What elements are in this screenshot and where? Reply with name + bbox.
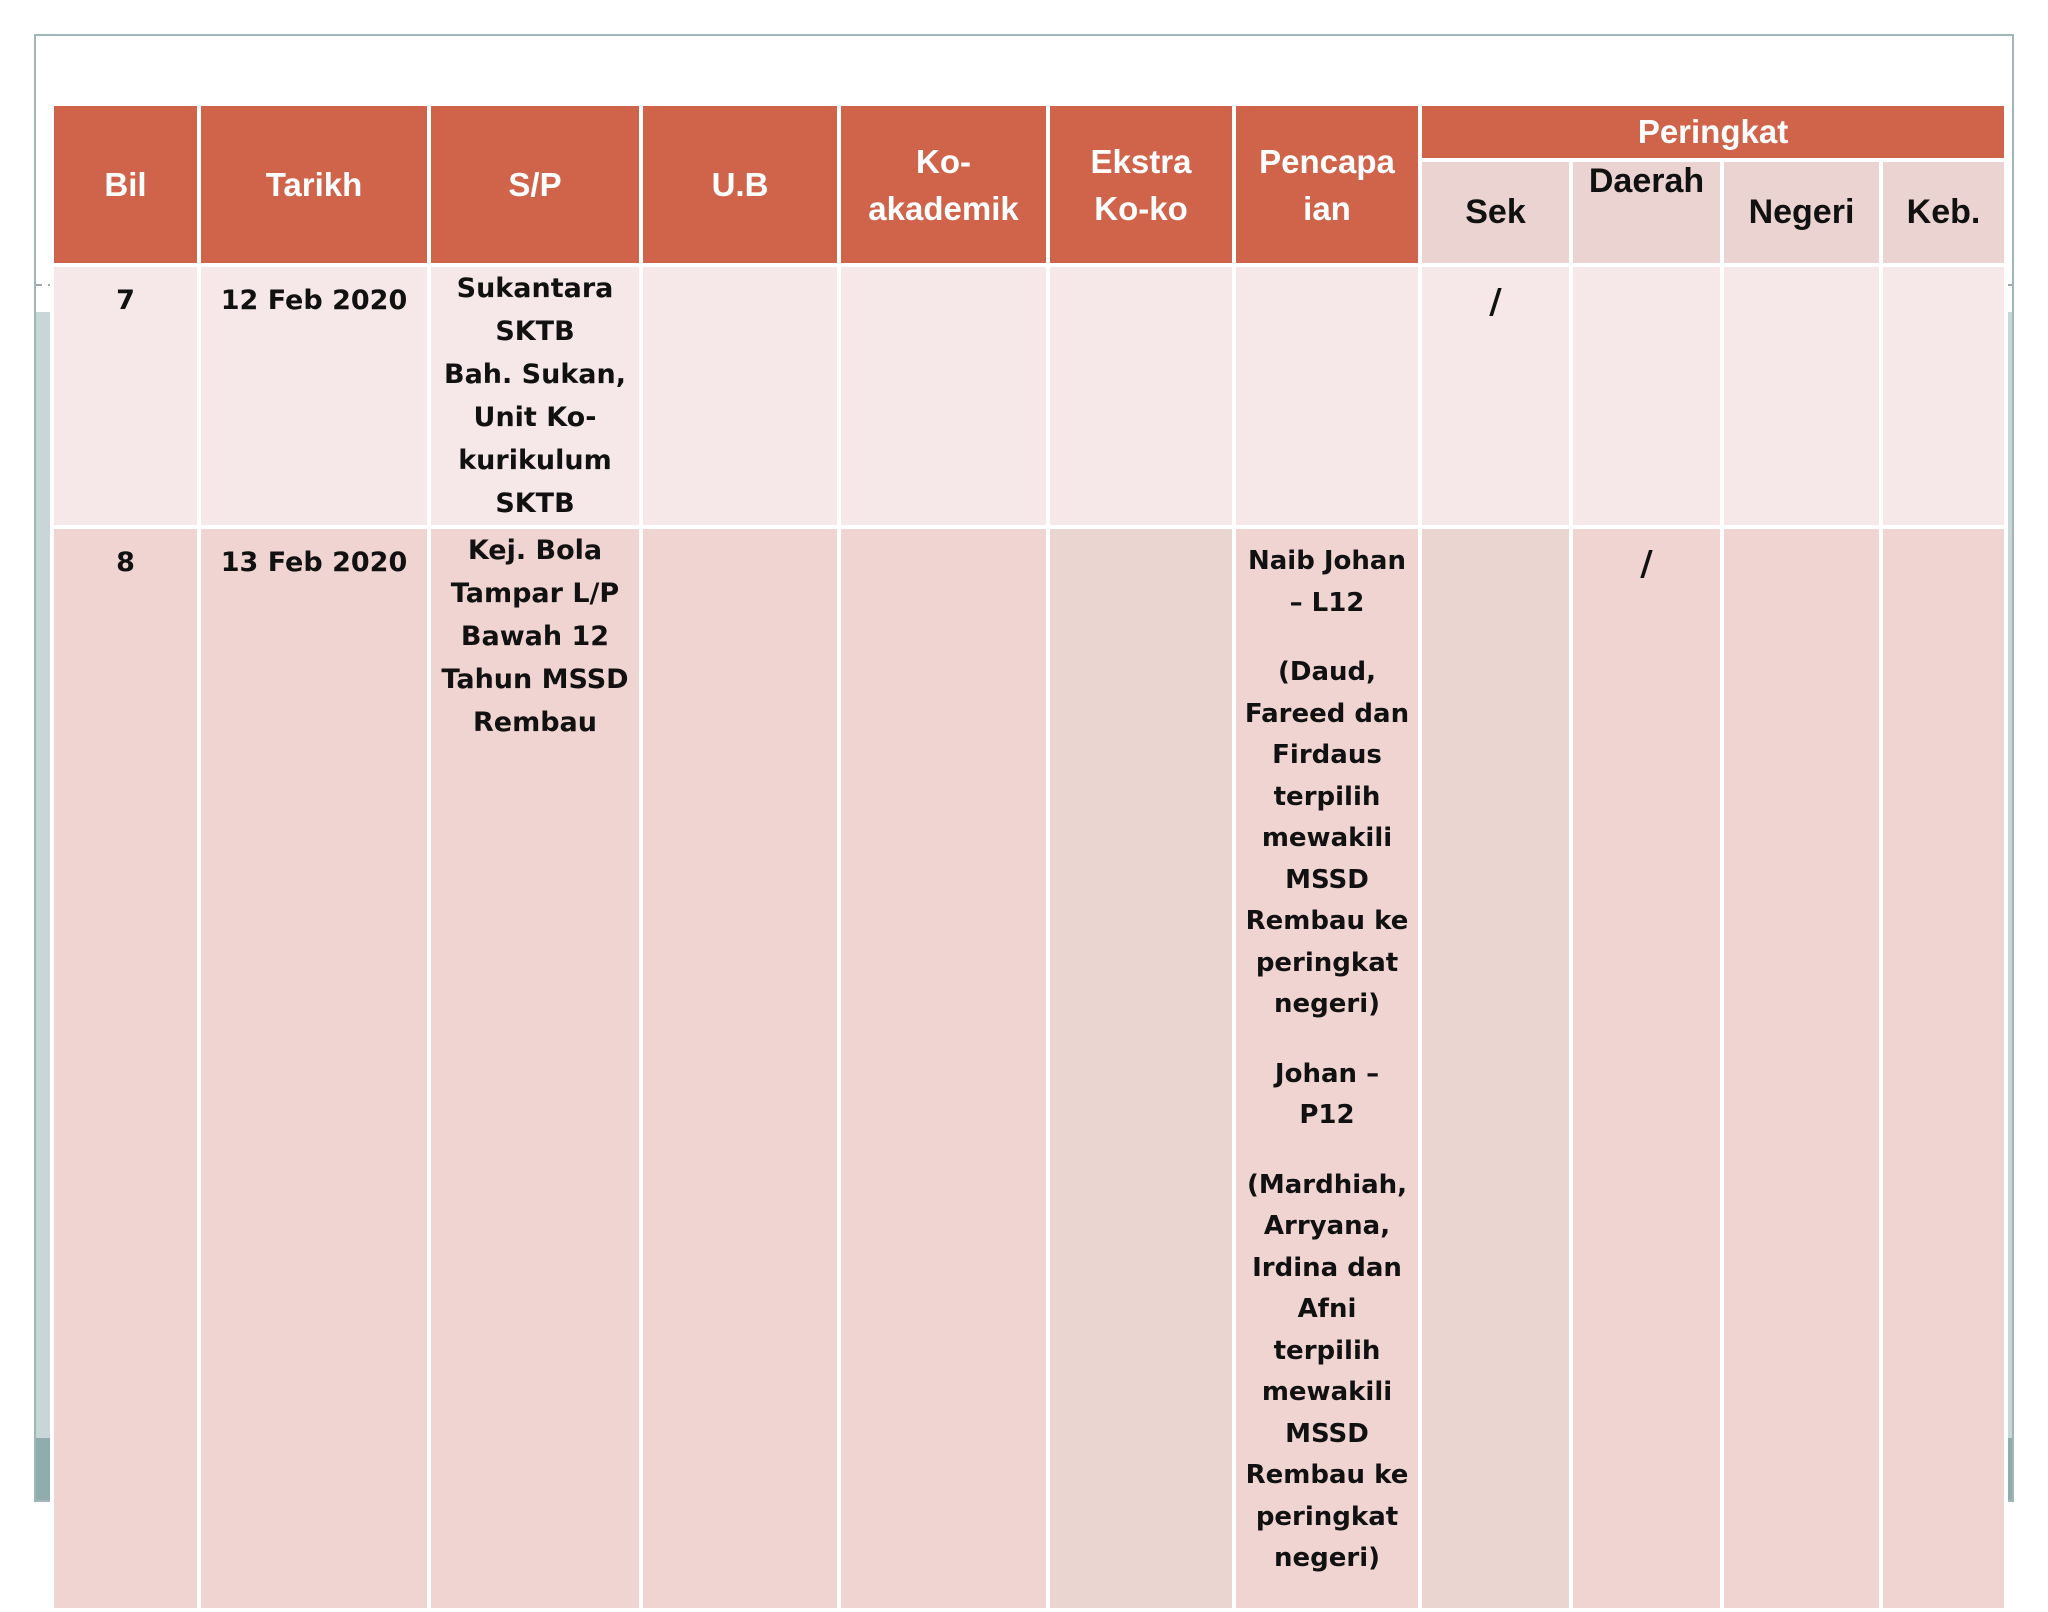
header-peringkat: Peringkat xyxy=(1420,104,2006,160)
header-daerah: Daerah xyxy=(1571,160,1722,265)
pencapaian-line: (Daud, Fareed dan Firdaus terpilih mewakili MSSD Rembau ke peringkat negeri) xyxy=(1244,657,1410,1019)
cell-ekstra-koko xyxy=(1048,527,1234,1610)
cell-sek xyxy=(1420,527,1571,1610)
cell-ub xyxy=(641,527,839,1610)
cell-pencapaian xyxy=(1234,265,1420,527)
header-negeri: Negeri xyxy=(1722,160,1881,265)
header-sek: Sek xyxy=(1420,160,1571,265)
header-ub: U.B xyxy=(641,104,839,265)
pencapaian-line: Naib Johan – L12 xyxy=(1248,546,1406,618)
pencapaian-line: (Mardhiah, Arryana, Irdina dan Afni terpilih mewakili MSSD Rembau ke peringkat negeri) xyxy=(1245,1169,1409,1573)
header-bil: Bil xyxy=(52,104,199,265)
cell-negeri xyxy=(1722,527,1881,1610)
cell-daerah xyxy=(1571,265,1722,527)
activity-table xyxy=(50,102,2008,1612)
cell-sek-mark: / xyxy=(1489,282,1502,322)
header-tarikh: Tarikh xyxy=(199,104,429,265)
pencapaian-line: Johan – P12 xyxy=(1274,1058,1380,1130)
cell-negeri xyxy=(1722,265,1881,527)
header-keb: Keb. xyxy=(1881,160,2006,265)
cell-ko-akademik xyxy=(839,265,1048,527)
cell-bil: 8 xyxy=(52,527,199,1610)
cell-sek xyxy=(1420,265,1571,527)
cell-daerah xyxy=(1571,527,1722,1610)
header-sp: S/P xyxy=(429,104,641,265)
header-ko-akademik: Ko- akademik xyxy=(839,104,1048,265)
cell-sp-text: Kej. Bola Tampar L/P Bawah 12 Tahun MSSD Rembau xyxy=(441,535,629,738)
cell-bil: 7 xyxy=(52,265,199,527)
cell-tarikh: 13 Feb 2020 xyxy=(199,527,429,1610)
cell-ub xyxy=(641,265,839,527)
cell-keb xyxy=(1881,265,2006,527)
cell-sp xyxy=(429,527,641,1610)
table-row xyxy=(52,265,2006,527)
cell-ekstra-koko xyxy=(1048,265,1234,527)
table-row xyxy=(52,527,2006,1610)
cell-sp xyxy=(429,265,641,527)
cell-pencapaian xyxy=(1234,527,1420,1610)
header-pencapaian: Pencapa ian xyxy=(1234,104,1420,265)
cell-keb xyxy=(1881,527,2006,1610)
cell-tarikh: 12 Feb 2020 xyxy=(199,265,429,527)
header-ekstra-koko: Ekstra Ko-ko xyxy=(1048,104,1234,265)
cell-daerah-mark: / xyxy=(1640,544,1653,584)
cell-sp-text: Sukantara SKTB Bah. Sukan, Unit Ko- kurikulum SKTB xyxy=(444,273,626,519)
cell-ko-akademik xyxy=(839,527,1048,1610)
